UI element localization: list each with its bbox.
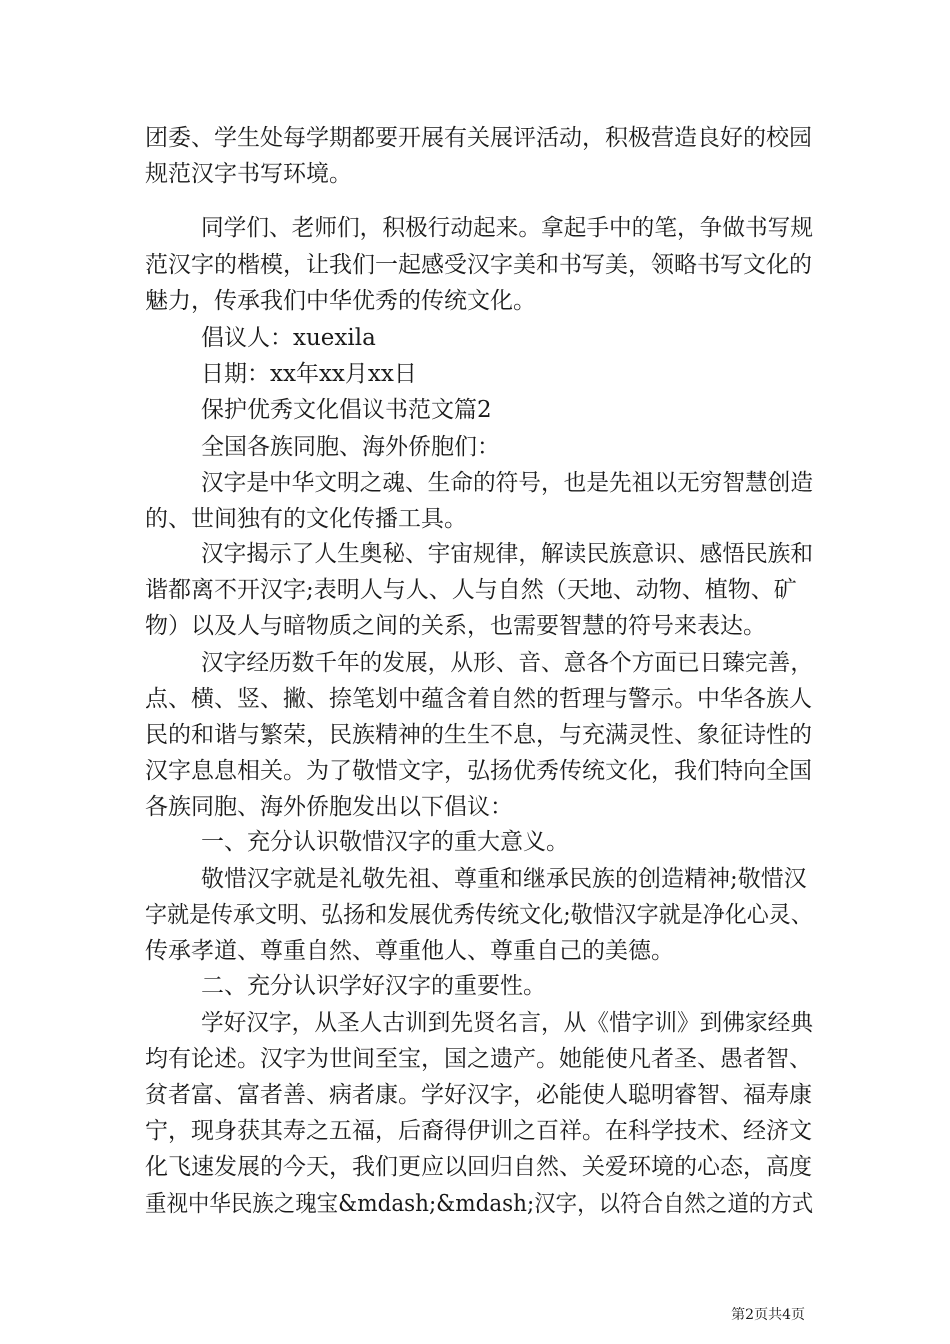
text-line: 二、充分认识学好汉字的重要性。 — [201, 973, 546, 999]
text-line: 范汉字的楷模，让我们一起感受汉字美和书写美，领略书写文化的 — [145, 252, 812, 278]
text-line: 各族同胞、海外侨胞发出以下倡议： — [145, 794, 513, 820]
text-line: 敬惜汉字就是礼敬先祖、尊重和继承民族的创造精神;敬惜汉 — [201, 866, 807, 892]
text-line: 传承孝道、尊重自然、尊重他人、尊重自己的美德。 — [145, 938, 674, 964]
text-line: 汉字息息相关。为了敬惜文字，弘扬优秀传统文化，我们特向全国 — [145, 758, 812, 784]
text-line: 倡议人：xuexila — [201, 325, 376, 351]
text-line: 学好汉字，从圣人古训到先贤名言，从《惜字训》到佛家经典 — [201, 1010, 813, 1036]
text-line: 规范汉字书写环境。 — [145, 161, 352, 187]
text-line: 汉字揭示了人生奥秘、宇宙规律，解读民族意识、感悟民族和 — [201, 541, 813, 567]
page-number-footer: 第2页共4页 — [731, 1307, 805, 1323]
text-line: 一、充分认识敬惜汉字的重大意义。 — [201, 829, 569, 855]
text-line: 字就是传承文明、弘扬和发展优秀传统文化;敬惜汉字就是净化心灵、 — [145, 902, 813, 928]
text-line: 民的和谐与繁荣，民族精神的生生不息，与充满灵性、象征诗性的 — [145, 722, 812, 748]
text-line: 化飞速发展的今天，我们更应以回归自然、关爱环境的心态，高度 — [145, 1154, 812, 1180]
text-line: 贫者富、富者善、病者康。学好汉字，必能使人聪明睿智、福寿康 — [145, 1082, 812, 1108]
text-line: 汉字是中华文明之魂、生命的符号，也是先祖以无穷智慧创造 — [201, 470, 813, 496]
text-line: 全国各族同胞、海外侨胞们： — [201, 434, 500, 460]
text-line: 汉字经历数千年的发展，从形、音、意各个方面已日臻完善， — [201, 650, 813, 676]
text-line: 魅力，传承我们中华优秀的传统文化。 — [145, 288, 536, 314]
text-line: 宁，现身获其寿之五福，后裔得伊训之百祥。在科学技术、经济文 — [145, 1118, 812, 1144]
text-line: 同学们、老师们，积极行动起来。拿起手中的笔，争做书写规 — [201, 215, 813, 241]
text-line: 重视中华民族之瑰宝&mdash;&mdash;汉字，以符合自然之道的方式 — [145, 1191, 814, 1217]
text-line: 团委、学生处每学期都要开展有关展评活动，积极营造良好的校园 — [145, 125, 812, 151]
text-line: 谐都离不开汉字;表明人与人、人与自然（天地、动物、植物、矿 — [145, 577, 797, 603]
text-line: 均有论述。汉字为世间至宝，国之遗产。她能使凡者圣、愚者智、 — [145, 1046, 812, 1072]
text-line: 点、横、竖、撇、捺笔划中蕴含着自然的哲理与警示。中华各族人 — [145, 686, 812, 712]
text-line: 物）以及人与暗物质之间的关系，也需要智慧的符号来表达。 — [145, 613, 766, 639]
text-line: 的、世间独有的文化传播工具。 — [145, 506, 467, 532]
text-line: 日期：xx年xx月xx日 — [201, 361, 417, 387]
section-heading: 保护优秀文化倡议书范文篇2 — [201, 397, 492, 423]
